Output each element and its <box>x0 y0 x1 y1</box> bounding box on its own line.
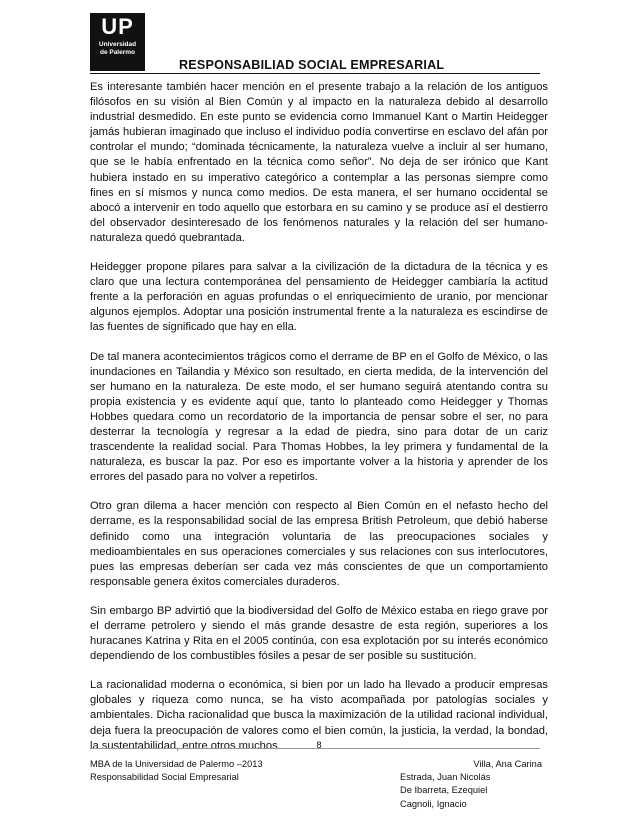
footer-divider <box>90 748 540 749</box>
author-2: Estrada, Juan Nicolás <box>400 772 491 783</box>
university-logo <box>90 13 145 71</box>
footer-left <box>90 758 263 784</box>
footer-program: MBA de la Universidad de Palermo –2013 <box>90 759 263 769</box>
page-title: RESPONSABILIAD SOCIAL EMPRESARIAL <box>179 58 445 72</box>
author-4: Cagnoli, Ignacio <box>400 798 467 809</box>
footer-authors <box>400 758 542 811</box>
logo-text-line1: Universidad <box>98 41 137 48</box>
paragraph-5: Sin embargo BP advirtió que la biodiversidad del Golfo de México estaba en riego grave por el derrame petrolero y siendo el más grande desastre de esta región, superiores a los huracanes Katrina y Rita en el 2005 continúa, con esa explotación por su interés económico dependiendo de los combustibles fósiles a pesar de ser posible su sustitución. <box>90 604 548 663</box>
document-body <box>90 80 548 768</box>
header-divider <box>90 73 540 74</box>
logo-text-line2: de Palermo <box>99 49 136 56</box>
logo-mark: UP <box>101 14 134 39</box>
paragraph-6: La racionalidad moderna o económica, si bien por un lado ha llevado a producir empresas globales y riqueza como nunca, se ha visto acompañada por patologías sociales y ambientales. Dicha racionalidad que busca la maximización de la utilidad racional individual, deja fuera la preocupación de valores como el bien común, la justicia, la verdad, la bondad, la sustentabilidad, entre otros muchos. <box>90 679 548 752</box>
page-number: 8 <box>316 740 322 751</box>
footer-course: Responsabilidad Social Empresarial <box>90 772 239 783</box>
paragraph-4: Otro gran dilema a hacer mención con respecto al Bien Común en el nefasto hecho del derrame, es la responsabilidad social de las empresa British Petroleum, que debió haberse definido como una integración voluntaria de las preocupaciones sociales y medioambientales en sus operaciones comerciales y sus relaciones con sus interlocutores, pues las empresas deberían ser cada vez más conscientes de que un comportamiento responsable genera éxitos comerciales duraderos. <box>90 500 548 588</box>
author-3: De Ibarreta, Ezequiel <box>400 785 488 796</box>
paragraph-3: De tal manera acontecimientos trágicos como el derrame de BP en el Golfo de México, o las inundaciones en Tailandia y México son resultado, en cierta medida, de la intervención del ser humano en la naturaleza. De este modo, el ser humano seguirá atentando contra su propia existencia y es evidente aquí que, tanto lo planteado como Heidegger y Thomas Hobbes quedara como un recordatorio de la importancia de pensar sobre el ser, no para desterrar la tecnología y regresar a la edad de piedra, sino para dotar de un cariz trascendente la realidad social. Para Thomas Hobbes, la ley primera y fundamental de la naturaleza, es buscar la paz. Por eso es importante volver a la historia y aprender de los errores del pasado para no volver a repetirlos. <box>90 350 548 484</box>
paragraph-2: Heidegger propone pilares para salvar a la civilización de la dictadura de la técnica y es claro que una lectura contemporánea del pensamiento de Heidegger cambiaría la actitud frente a la perforación en aguas profundas o el enriquecimiento de uranio, por mencionar algunos ejemplos. Adoptar una posición instrumental frente a la naturaleza es escindirse de las fuentes de significado que hay en ella. <box>90 261 548 334</box>
author-1: Villa, Ana Carina <box>473 759 542 769</box>
paragraph-1: Es interesante también hacer mención en el presente trabajo a la relación de los antiguos filósofos en su visión al Bien Común y al impacto en la naturaleza debido al desarrollo industrial desmedido. En este punto se evidencia como Immanuel Kant o Martin Heidegger jamás hubieran imaginado que incluso el individuo podía convertirse en esclavo del afán por controlar el mundo; “dominada técnicamente, la naturaleza vuelve a incluir al ser humano, que se le había enfrentado en la técnica como señor”. No deja de ser irónico que Kant hubiera instado en su imperativo categórico a contemplar a las personas siempre como fines en sí mismos y nunca como medios. De esta manera, el ser humano occidental se abocó a intervenir en todo aquello que estorbara en su camino y se produce así el destierro del observador desinteresado de los fenómenos naturales y la relación del ser humano-naturaleza quedó quebrantada. <box>90 81 548 244</box>
